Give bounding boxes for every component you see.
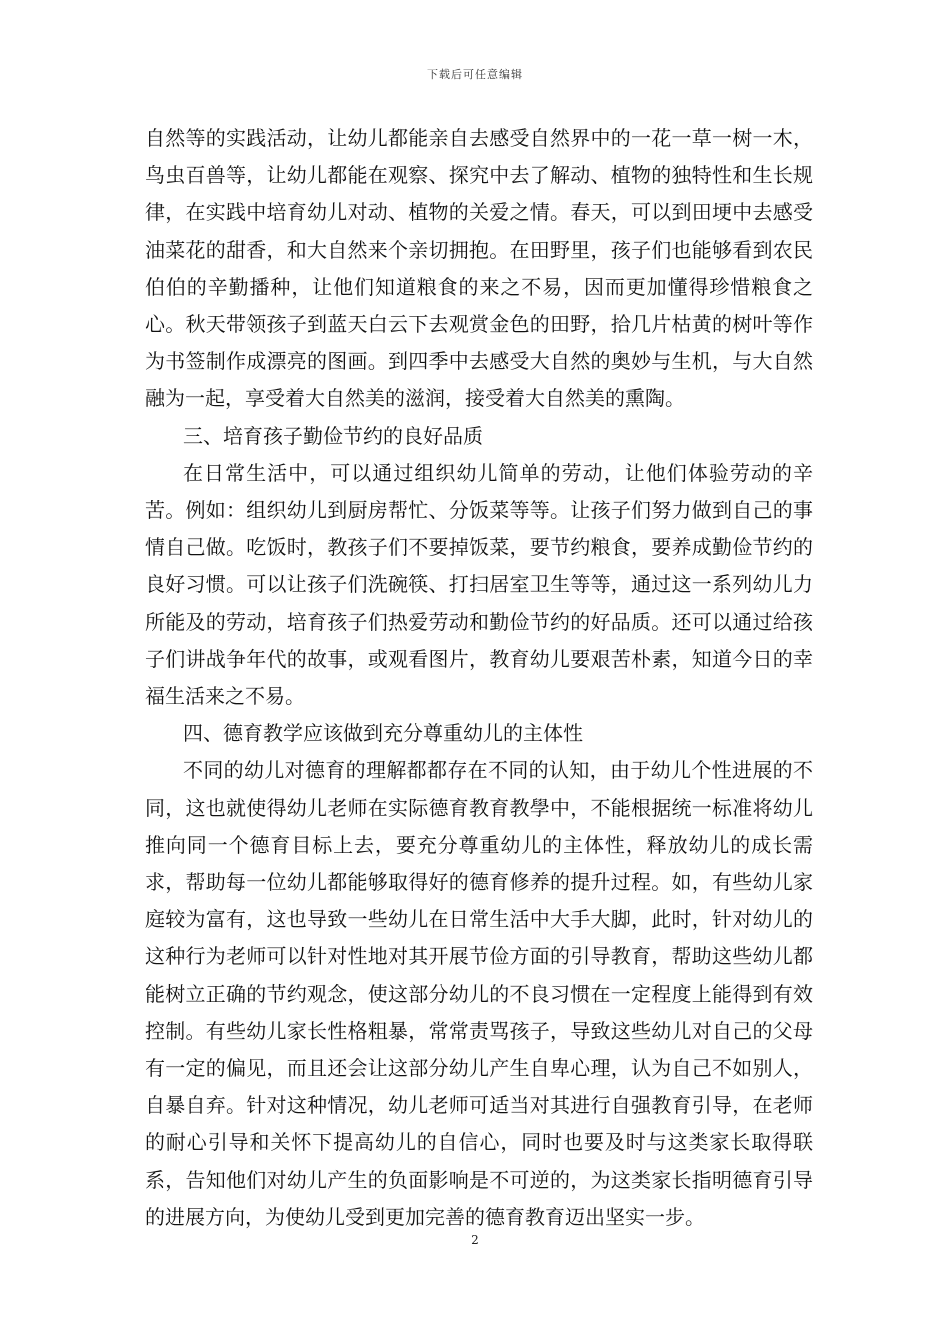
paragraph-thrift: 在日常生活中，可以通过组织幼儿简单的劳动，让他们体验劳动的辛苦。例如：组织幼儿到厨房帮忙、分饭菜等等。让孩子们努力做到自己的事情自己做。吃饭时，教孩子们不要掉饭菜，要节约粮食，要养成勤俭节约的良好习惯。可以让孩子们洗碗筷、打扫居室卫生等等，通过这一系列幼儿力所能及的劳动，培育孩子们热爱劳动和勤俭节约的好品质。还可以通过给孩子们讲战争年代的故事，或观看图片，教育幼儿要艰苦朴素，知道今日的幸福生活来之不易。: [145, 460, 813, 709]
section-heading-4: 四、德育教学应该做到充分尊重幼儿的主体性: [183, 721, 583, 746]
page-number: 2: [471, 1233, 479, 1247]
paragraph-nature-activities: 自然等的实践活动，让幼儿都能亲自去感受自然界中的一花一草一树一木，鸟虫百兽等，让幼儿都能在观察、探究中去了解动、植物的独特性和生长规律，在实践中培育幼儿对动、植物的关爱之情。春天，可以到田埂中去感受油菜花的甜香，和大自然来个亲切拥抱。在田野里，孩子们也能够看到农民伯伯的辛勤播种，让他们知道粮食的来之不易，因而更加懂得珍惜粮食之心。秋天带领孩子到蓝天白云下去观赏金色的田野，拾几片枯黄的树叶等作为书签制作成漂亮的图画。到四季中去感受大自然的奥妙与生机，与大自然融为一起，享受着大自然美的滋润，接受着大自然美的熏陶。: [145, 126, 813, 411]
document-body: [145, 120, 813, 1236]
page-header: 下载后可任意编辑: [427, 68, 523, 81]
paragraph-respect-subjectivity: 不同的幼儿对德育的理解都都存在不同的认知，由于幼儿个性进展的不同，这也就使得幼儿老师在实际德育教育教學中，不能根据统一标准将幼儿推向同一个德育目标上去，要充分尊重幼儿的主体性，释放幼儿的成长需求，帮助每一位幼儿都能够取得好的德育修养的提升过程。如，有些幼儿家庭较为富有，这也导致一些幼儿在日常生活中大手大脚，此时，针对幼儿的这种行为老师可以针对性地对其开展节俭方面的引导教育，帮助这些幼儿都能树立正确的节约观念，使这部分幼儿的不良习惯在一定程度上能得到有效控制。有些幼儿家长性格粗暴，常常责骂孩子，导致这些幼儿对自己的父母有一定的偏见，而且还会让这部分幼儿产生自卑心理，认为自己不如别人，自暴自弃。针对这种情况，幼儿老师可适当对其进行自强教育引导，在老师的耐心引导和关怀下提高幼儿的自信心，同时也要及时与这类家长取得联系，告知他们对幼儿产生的负面影响是不可逆的，为这类家长指明德育引导的进展方向，为使幼儿受到更加完善的德育教育迈出坚实一步。: [145, 758, 813, 1229]
section-heading-3: 三、培育孩子勤俭节约的良好品质: [183, 423, 483, 448]
